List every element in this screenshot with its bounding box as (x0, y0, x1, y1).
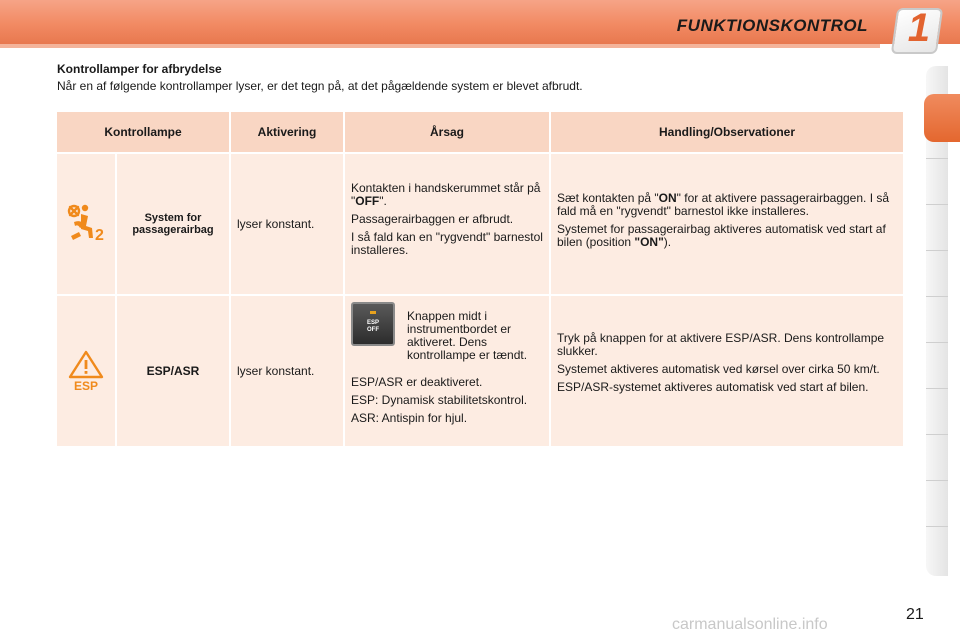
tab-divider (926, 296, 948, 297)
lamp-name-cell (117, 296, 229, 446)
airbag-off-icon (62, 202, 110, 246)
tab-divider (926, 526, 948, 527)
lamp-icon-cell (57, 154, 115, 294)
lamp-name: ESP/ASR (146, 364, 200, 378)
activation-cell (231, 154, 343, 294)
cause-cell (345, 154, 549, 294)
tab-divider (926, 250, 948, 251)
activation-text: lyser konstant. (237, 363, 315, 378)
table-row (57, 154, 903, 294)
esp-off-button-icon (351, 302, 395, 346)
header-lamp: Kontrollampe (57, 112, 229, 152)
tab-divider (926, 158, 948, 159)
cause-paragraph: Kontakten i handskerummet står på "OFF". (351, 181, 541, 208)
tab-divider (926, 388, 948, 389)
action-cell (551, 296, 903, 446)
tab-divider (926, 480, 948, 481)
chapter-title: FUNKTIONSKONTROL (676, 16, 868, 35)
cause-paragraph: Passagerairbaggen er afbrudt. (351, 212, 514, 226)
header-action: Handling/Observationer (551, 112, 903, 152)
section-title: Kontrollamper for afbrydelse (57, 62, 222, 76)
action-paragraph: ESP/ASR-systemet aktiveres automatisk ved start af bilen. (557, 380, 869, 394)
cause-paragraph: I så fald kan en "rygvendt" barnestol installeres. (351, 230, 543, 257)
page-number: 21 (906, 606, 924, 623)
activation-text: lyser konstant. (237, 216, 315, 231)
header-activation: Aktivering (231, 112, 343, 152)
svg-text:2: 2 (95, 227, 104, 244)
svg-text:ESP: ESP (73, 379, 99, 393)
header-stripe (0, 44, 880, 48)
lamp-name-cell (117, 154, 229, 294)
watermark: carmanualsonline.info (672, 616, 828, 633)
section-intro: Når en af følgende kontrollamper lyser, er det tegn på, at det pågældende system er blevet afbrudt. (57, 79, 583, 93)
chapter-number: 1 (907, 6, 930, 50)
active-chapter-tab (924, 94, 960, 142)
button-led (370, 311, 376, 314)
button-label: ESP (366, 320, 379, 326)
action-paragraph: Tryk på knappen for at aktivere ESP/ASR. Dens kontrollampe slukker. (557, 331, 885, 358)
tab-divider (926, 342, 948, 343)
activation-cell (231, 296, 343, 446)
action-paragraph: Systemet aktiveres automatisk ved kørsel over cirka 50 km/t. (557, 362, 880, 376)
esp-warning-icon (66, 349, 106, 393)
cause-paragraph: ESP: Dynamisk stabilitetskontrol. (351, 393, 528, 407)
table-row (57, 296, 903, 446)
table-header-row (57, 112, 903, 152)
tab-divider (926, 204, 948, 205)
cause-paragraph: Knappen midt i instrumentbordet er aktiveret. Dens kontrollampe er tændt. (407, 309, 528, 362)
lamp-icon-cell (57, 296, 115, 446)
tab-divider (926, 434, 948, 435)
chapter-tab-strip (926, 66, 948, 576)
page-header (0, 0, 960, 50)
cause-paragraph: ESP/ASR er deaktiveret. (351, 375, 483, 389)
header-cause: Årsag (345, 112, 549, 152)
cause-paragraph: ASR: Antispin for hjul. (351, 411, 468, 425)
button-label: OFF (367, 327, 379, 333)
cause-cell (345, 296, 549, 446)
action-paragraph: Systemet for passagerairbag aktiveres automatisk ved start af bilen (position "ON"). (557, 222, 886, 249)
action-cell (551, 154, 903, 294)
lamp-name: System for passagerairbag (132, 212, 214, 236)
action-paragraph: Sæt kontakten på "ON" for at aktivere passagerairbaggen. I så fald må en "rygvendt" barnestol ikke installeres. (557, 191, 890, 218)
